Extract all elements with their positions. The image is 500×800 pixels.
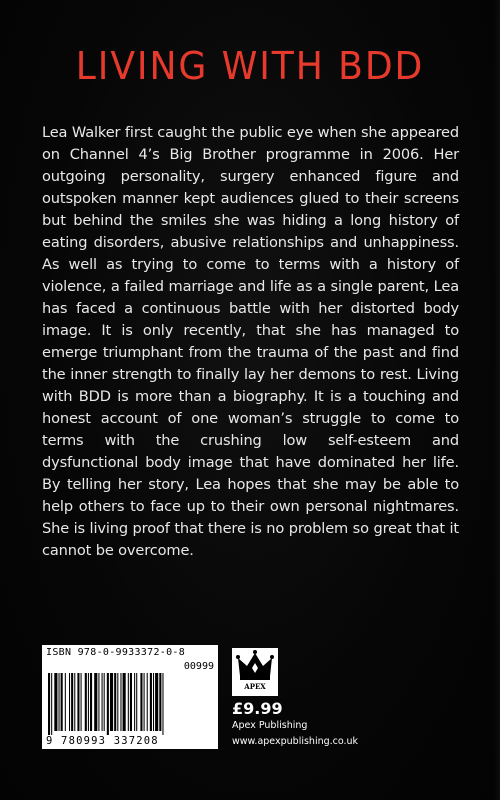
book-price: £9.99 (232, 699, 283, 718)
publisher-logo (232, 648, 278, 696)
book-title: LIVING WITH BDD (75, 44, 425, 88)
barcode-icon (46, 673, 214, 735)
price-code: 00999 (183, 661, 214, 672)
publisher-name: Apex Publishing (232, 720, 308, 731)
book-blurb: Lea Walker first caught the public eye when she appeared on Channel 4’s Big Brother programme in 2006. Her outgoing personality, surgery enhanced figure and outspoken manner kept audiences glued to their screens but behind the smiles she was hiding a long history of eating disorders, abusive relationships and unhappiness. As well as trying to come to terms with a history of violence, a failed marriage and life as a single parent, Lea has faced a continuous battle with her distorted body image. It is only recently, that she has managed to emerge triumphant from the trauma of the past and find the inner strength to finally lay her demons to rest. Living with BDD is more than a biography. It is a touching and honest account of one woman’s struggle to come to terms with the crushing low self-esteem and dysfunctional body image that have dominated her life. By telling her story, Lea hopes that she may be able to help others to face up to their own personal nightmares. She is living proof that there is no problem so great that it cannot be overcome. (42, 124, 459, 559)
spine-edge (494, 0, 500, 800)
publisher-logo-text: APEX (244, 682, 266, 691)
crown-icon (232, 648, 278, 684)
publisher-website: www.apexpublishing.co.uk (232, 736, 359, 747)
barcode-number: 9 780993 337208 (46, 735, 159, 747)
barcode-panel (42, 645, 218, 749)
isbn-text: ISBN 978-0-9933372-0-8 (46, 647, 186, 658)
